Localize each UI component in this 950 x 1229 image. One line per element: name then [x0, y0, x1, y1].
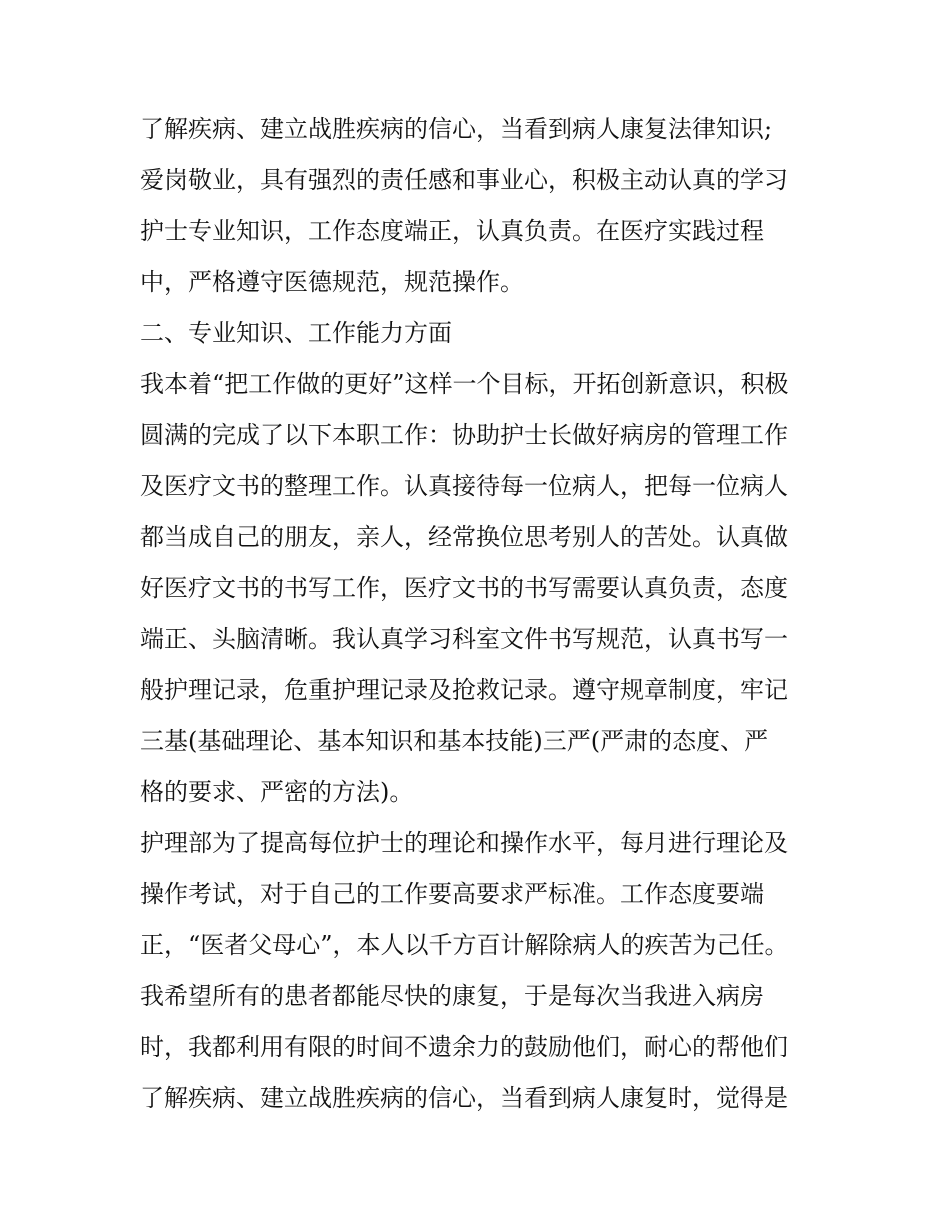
- text-line: 般护理记录，危重护理记录及抢救记录。遵守规章制度，牢记: [140, 676, 788, 704]
- text-line: 我希望所有的患者都能尽快的康复，于是每次当我进入病房: [140, 982, 764, 1010]
- text-line: 我本着“把工作做的更好”这样一个目标，开拓创新意识，积极: [140, 370, 789, 398]
- text-line: 都当成自己的朋友，亲人，经常换位思考别人的苦处。认真做: [140, 523, 788, 551]
- text-line: 中，严格遵守医德规范，规范操作。: [140, 268, 524, 296]
- text-line: 时，我都利用有限的时间不遗余力的鼓励他们，耐心的帮他们: [140, 1033, 788, 1061]
- text-line: 正，“医者父母心”，本人以千方百计解除病人的疾苦为己任。: [140, 931, 789, 959]
- text-line: 及医疗文书的整理工作。认真接待每一位病人，把每一位病人: [140, 472, 788, 500]
- text-line: 圆满的完成了以下本职工作：协助护士长做好病房的管理工作: [140, 421, 788, 449]
- text-line: 格的要求、严密的方法)。: [140, 778, 414, 806]
- section-heading: 二、专业知识、工作能力方面: [140, 319, 452, 347]
- document-body: [140, 104, 820, 1124]
- text-line: 护士专业知识，工作态度端正，认真负责。在医疗实践过程: [140, 217, 764, 245]
- text-line: 了解疾病、建立战胜疾病的信心，当看到病人康复时，觉得是: [140, 1084, 788, 1112]
- text-line: 操作考试，对于自己的工作要高要求严标准。工作态度要端: [140, 880, 764, 908]
- text-line: 好医疗文书的书写工作，医疗文书的书写需要认真负责，态度: [140, 574, 788, 602]
- text-line: 三基(基础理论、基本知识和基本技能)三严(严肃的态度、严: [140, 727, 769, 755]
- text-line: 护理部为了提高每位护士的理论和操作水平，每月进行理论及: [140, 829, 788, 857]
- text-line: 了解疾病、建立战胜疾病的信心，当看到病人康复法律知识;: [140, 115, 773, 143]
- text-line: 爱岗敬业，具有强烈的责任感和事业心，积极主动认真的学习: [140, 166, 788, 194]
- text-line: 端正、头脑清晰。我认真学习科室文件书写规范，认真书写一: [140, 625, 788, 653]
